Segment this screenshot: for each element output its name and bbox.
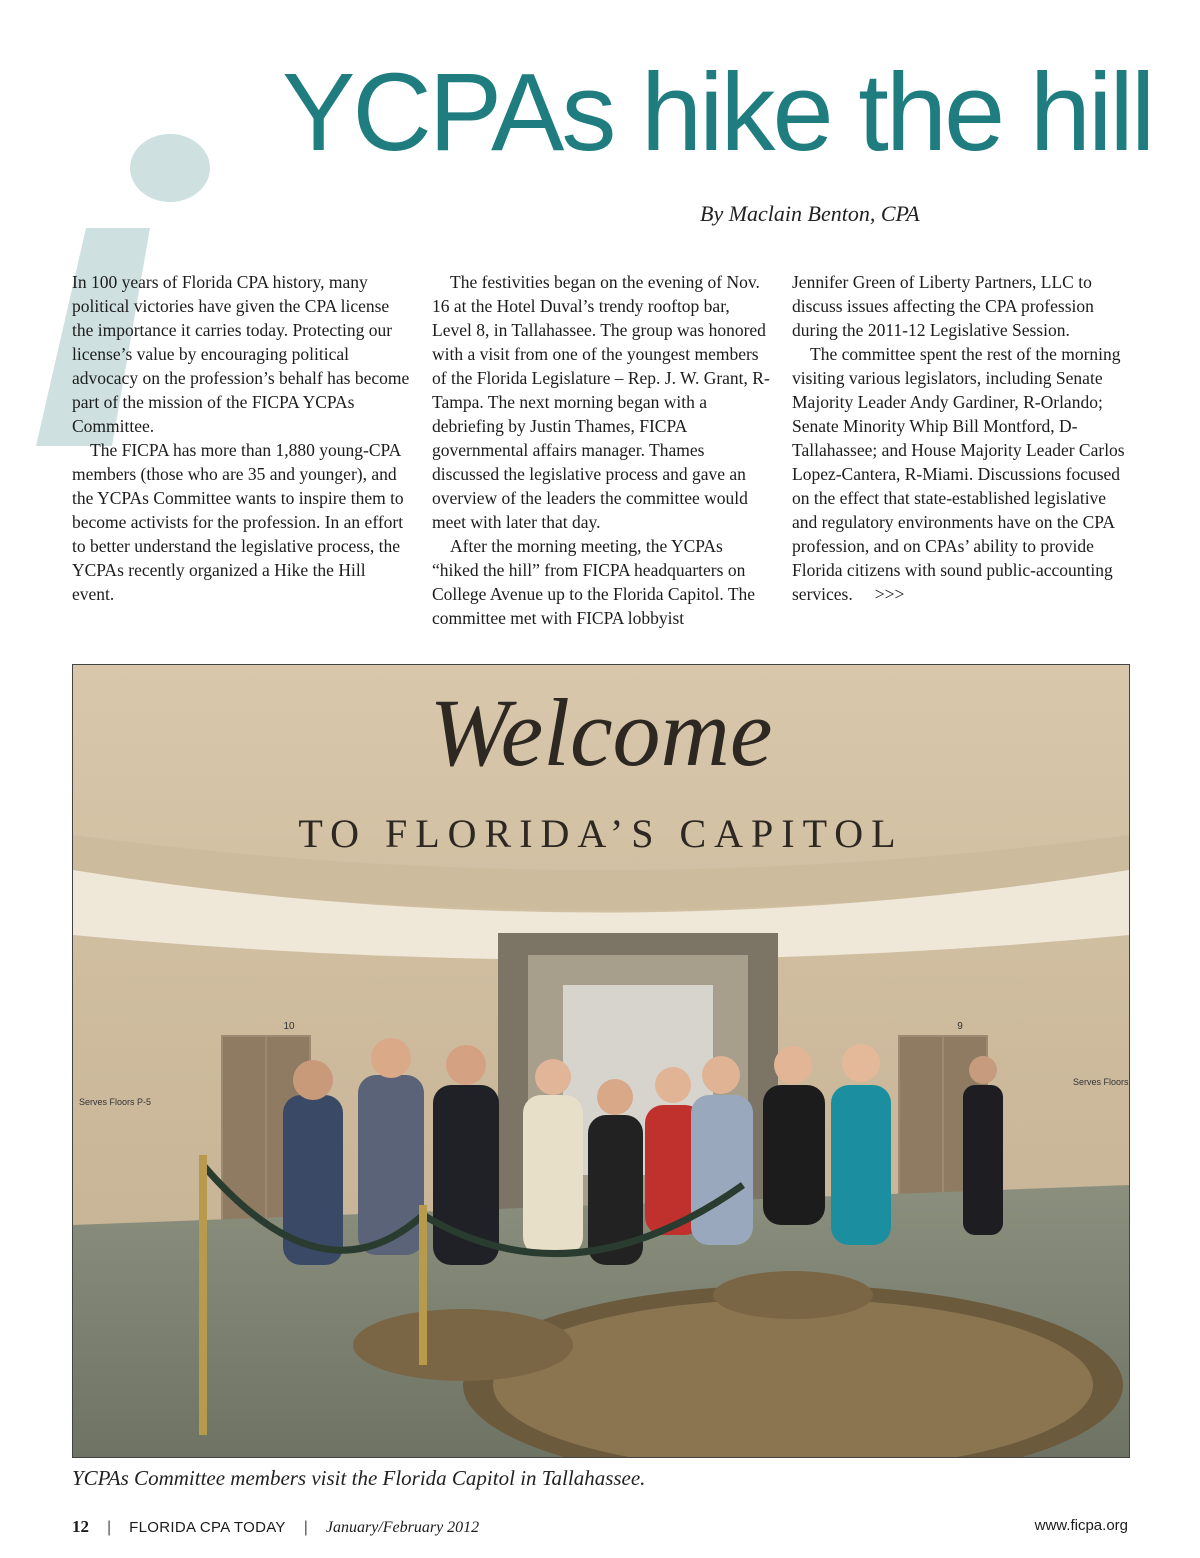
magazine-name: FLORIDA CPA TODAY [129,1519,286,1536]
issue-date: January/February 2012 [325,1519,480,1536]
article-title: YCPAs hike the hill [282,51,1153,174]
elevator-floor-number: 9 [957,1021,963,1032]
byline: By Maclain Benton, CPA [700,201,920,226]
elevator-floor-number: 10 [283,1021,295,1032]
paragraph: The FICPA has more than 1,880 young-CPA members (those who are 35 and younger), and the YCPAs Committee wants to inspire them to become activists for the profession. In an effort to better understand the legislative process, the YCPAs recently organized a Hike the Hill event. [72,440,404,604]
paragraph: Jennifer Green of Liberty Partners, LLC to discuss issues affecting the CPA profession during the 2011-12 Legislative Session. [792,272,1094,340]
paragraph: In 100 years of Florida CPA history, many political victories have given the CPA license the importance it carries today. Protecting our license’s value by encouraging political advocacy on the profession’s behalf has become part of the mission of the FICPA YCPAs Committee. [72,272,410,436]
elevator-sign: Serves Floors P-5 [79,1097,152,1107]
photo-illustration [73,665,1129,1457]
capitol-sign-text: TO FLORIDA’S CAPITOL [298,811,904,856]
article-column-2 [432,270,772,630]
article-column-1 [72,270,412,606]
paragraph: After the morning meeting, the YCPAs “hiked the hill” from FICPA headquarters on College Avenue up to the Florida Capitol. The committee met with FICPA lobbyist [432,536,756,628]
article-column-3 [792,270,1132,606]
elevator-sign: Serves Floors [1073,1077,1129,1087]
continued-marker: >>> [874,584,905,604]
capitol-group-photo [72,664,1130,1458]
paragraph-text: The committee spent the rest of the morning visiting various legislators, including Senate Majority Leader Andy Gardiner, R-Orlando; Senate Minority Whip Bill Montford, D-Tallahassee; and House Majority Leader Carlos Lopez-Cantera, R-Miami. Discussions focused on the effect that state-established legislative and regulatory environments have on the CPA profession, and on CPAs’ ability to provide Florida citizens with sound public-accounting services. [792,344,1125,604]
website-link[interactable]: www.ficpa.org [1034,1517,1128,1534]
page-number: 12 [72,1517,89,1536]
welcome-sign-script: Welcome [429,679,773,786]
footer-separator: | [107,1519,112,1536]
photo-caption: YCPAs Committee members visit the Florida Capitol in Tallahassee. [72,1466,646,1490]
footer-separator: | [303,1519,308,1536]
paragraph: The festivities began on the evening of Nov. 16 at the Hotel Duval’s trendy rooftop bar, Level 8, in Tallahassee. The group was honored with a visit from one of the youngest members of the Florida Legislature – Rep. J. W. Grant, R-Tampa. The next morning began with a debriefing by Justin Thames, FICPA governmental affairs manager. Thames discussed the legislative process and gave an overview of the leaders the committee would meet with later that day. [432,272,770,532]
paragraph [792,342,1132,606]
page-footer [72,1517,1128,1541]
